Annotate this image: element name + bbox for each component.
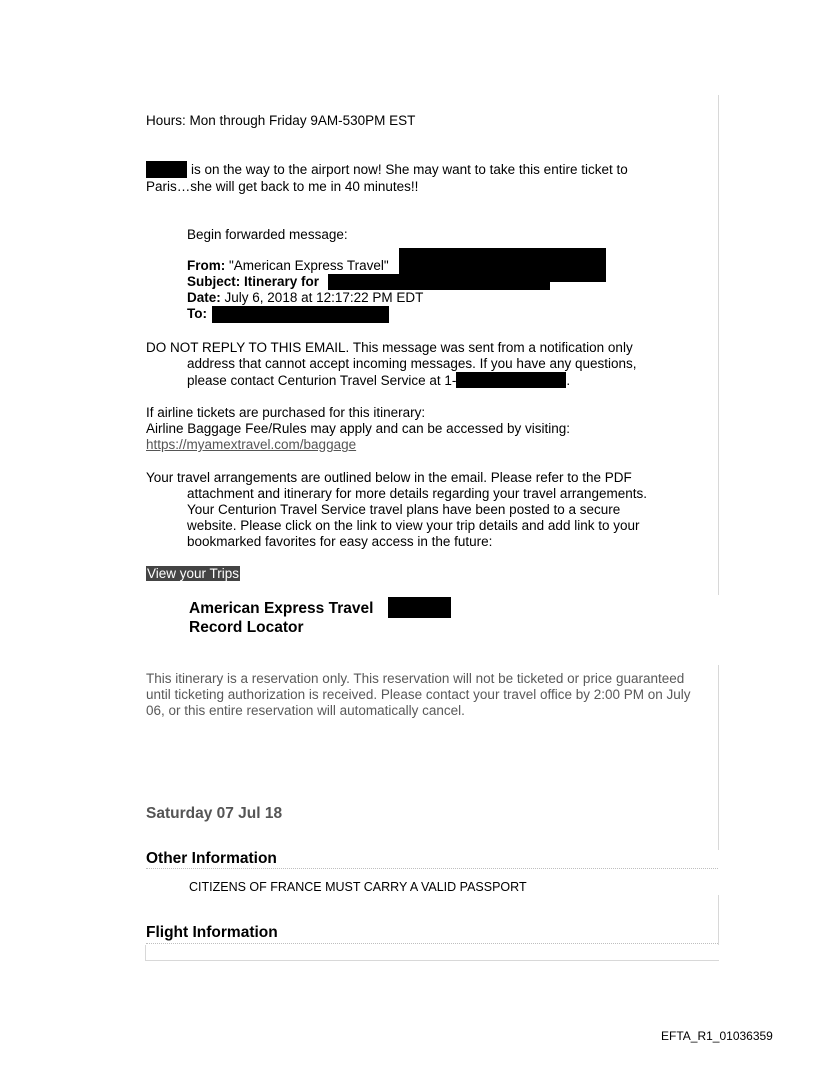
reservation-line-2: until ticketing authorization is received. Please contact your travel office by 2:00 PM on July	[146, 687, 691, 702]
from-label: From:	[187, 258, 226, 273]
redaction-block	[146, 161, 187, 178]
notice-line-3-end: .	[566, 373, 571, 388]
subject-label: Subject: Itinerary for	[187, 274, 320, 289]
other-info-text: CITIZENS OF FRANCE MUST CARRY A VALID PASSPORT	[189, 880, 527, 894]
hours-text: Hours: Mon through Friday 9AM-530PM EST	[146, 113, 416, 128]
baggage-line-1: If airline tickets are purchased for this itinerary:	[146, 405, 426, 420]
redaction-block	[212, 306, 389, 323]
baggage-link-wrap	[146, 437, 356, 452]
note-line-1: is on the way to the airport now! She may want to take this entire ticket to	[191, 162, 628, 177]
notice-line-3-text: please contact Centurion Travel Service at 1-	[187, 373, 457, 388]
right-border-upper	[718, 95, 719, 595]
from-line	[187, 258, 389, 273]
redaction-block	[388, 597, 451, 618]
baggage-link[interactable]: https://myamextravel.com/baggage	[146, 437, 357, 452]
left-border-bottom	[145, 945, 146, 960]
flight-info-heading: Flight Information	[146, 924, 278, 941]
baggage-line-2: Airline Baggage Fee/Rules may apply and can be accessed by visiting:	[146, 421, 570, 436]
from-value: "American Express Travel"	[229, 258, 389, 273]
reservation-line-3: 06, or this entire reservation will automatically cancel.	[146, 703, 465, 718]
date-heading: Saturday 07 Jul 18	[146, 805, 283, 822]
arrangements-line-5: bookmarked favorites for easy access in the future:	[187, 534, 493, 549]
view-trips-wrap	[146, 566, 240, 581]
date-value: July 6, 2018 at 12:17:22 PM EDT	[224, 290, 424, 305]
notice-line-3	[187, 372, 570, 388]
redaction-block	[328, 274, 550, 290]
to-label: To:	[187, 306, 207, 321]
date-line	[187, 290, 423, 305]
arrangements-line-2: attachment and itinerary for more details regarding your travel arrangements.	[187, 486, 647, 501]
arrangements-line-4: website. Please click on the link to view your trip details and add link to your	[187, 518, 640, 533]
arrangements-line-3: Your Centurion Travel Service travel plans have been posted to a secure	[187, 502, 621, 517]
section-divider	[146, 868, 718, 869]
record-line-1: American Express Travel	[189, 600, 374, 617]
right-border-lower	[718, 665, 719, 850]
arrangements-line-1: Your travel arrangements are outlined below in the email. Please refer to the PDF	[146, 470, 632, 485]
note-line-2: Paris…she will get back to me in 40 minutes!!	[146, 179, 419, 194]
record-line-2: Record Locator	[189, 619, 304, 636]
notice-line-2: address that cannot accept incoming messages. If you have any questions,	[187, 356, 637, 371]
forward-heading: Begin forwarded message:	[187, 227, 348, 242]
redaction-block	[456, 372, 566, 388]
other-info-heading: Other Information	[146, 850, 277, 867]
view-trips-link[interactable]: View your Trips	[147, 566, 240, 581]
reservation-line-1: This itinerary is a reservation only. This reservation will not be ticketed or price guaranteed	[146, 671, 685, 686]
notice-line-1: DO NOT REPLY TO THIS EMAIL. This message was sent from a notification only	[146, 340, 633, 355]
date-label: Date:	[187, 290, 221, 305]
document-id: EFTA_R1_01036359	[661, 1029, 773, 1043]
right-border-bottom	[718, 895, 719, 945]
section-divider	[146, 943, 718, 944]
bottom-border	[145, 960, 719, 961]
